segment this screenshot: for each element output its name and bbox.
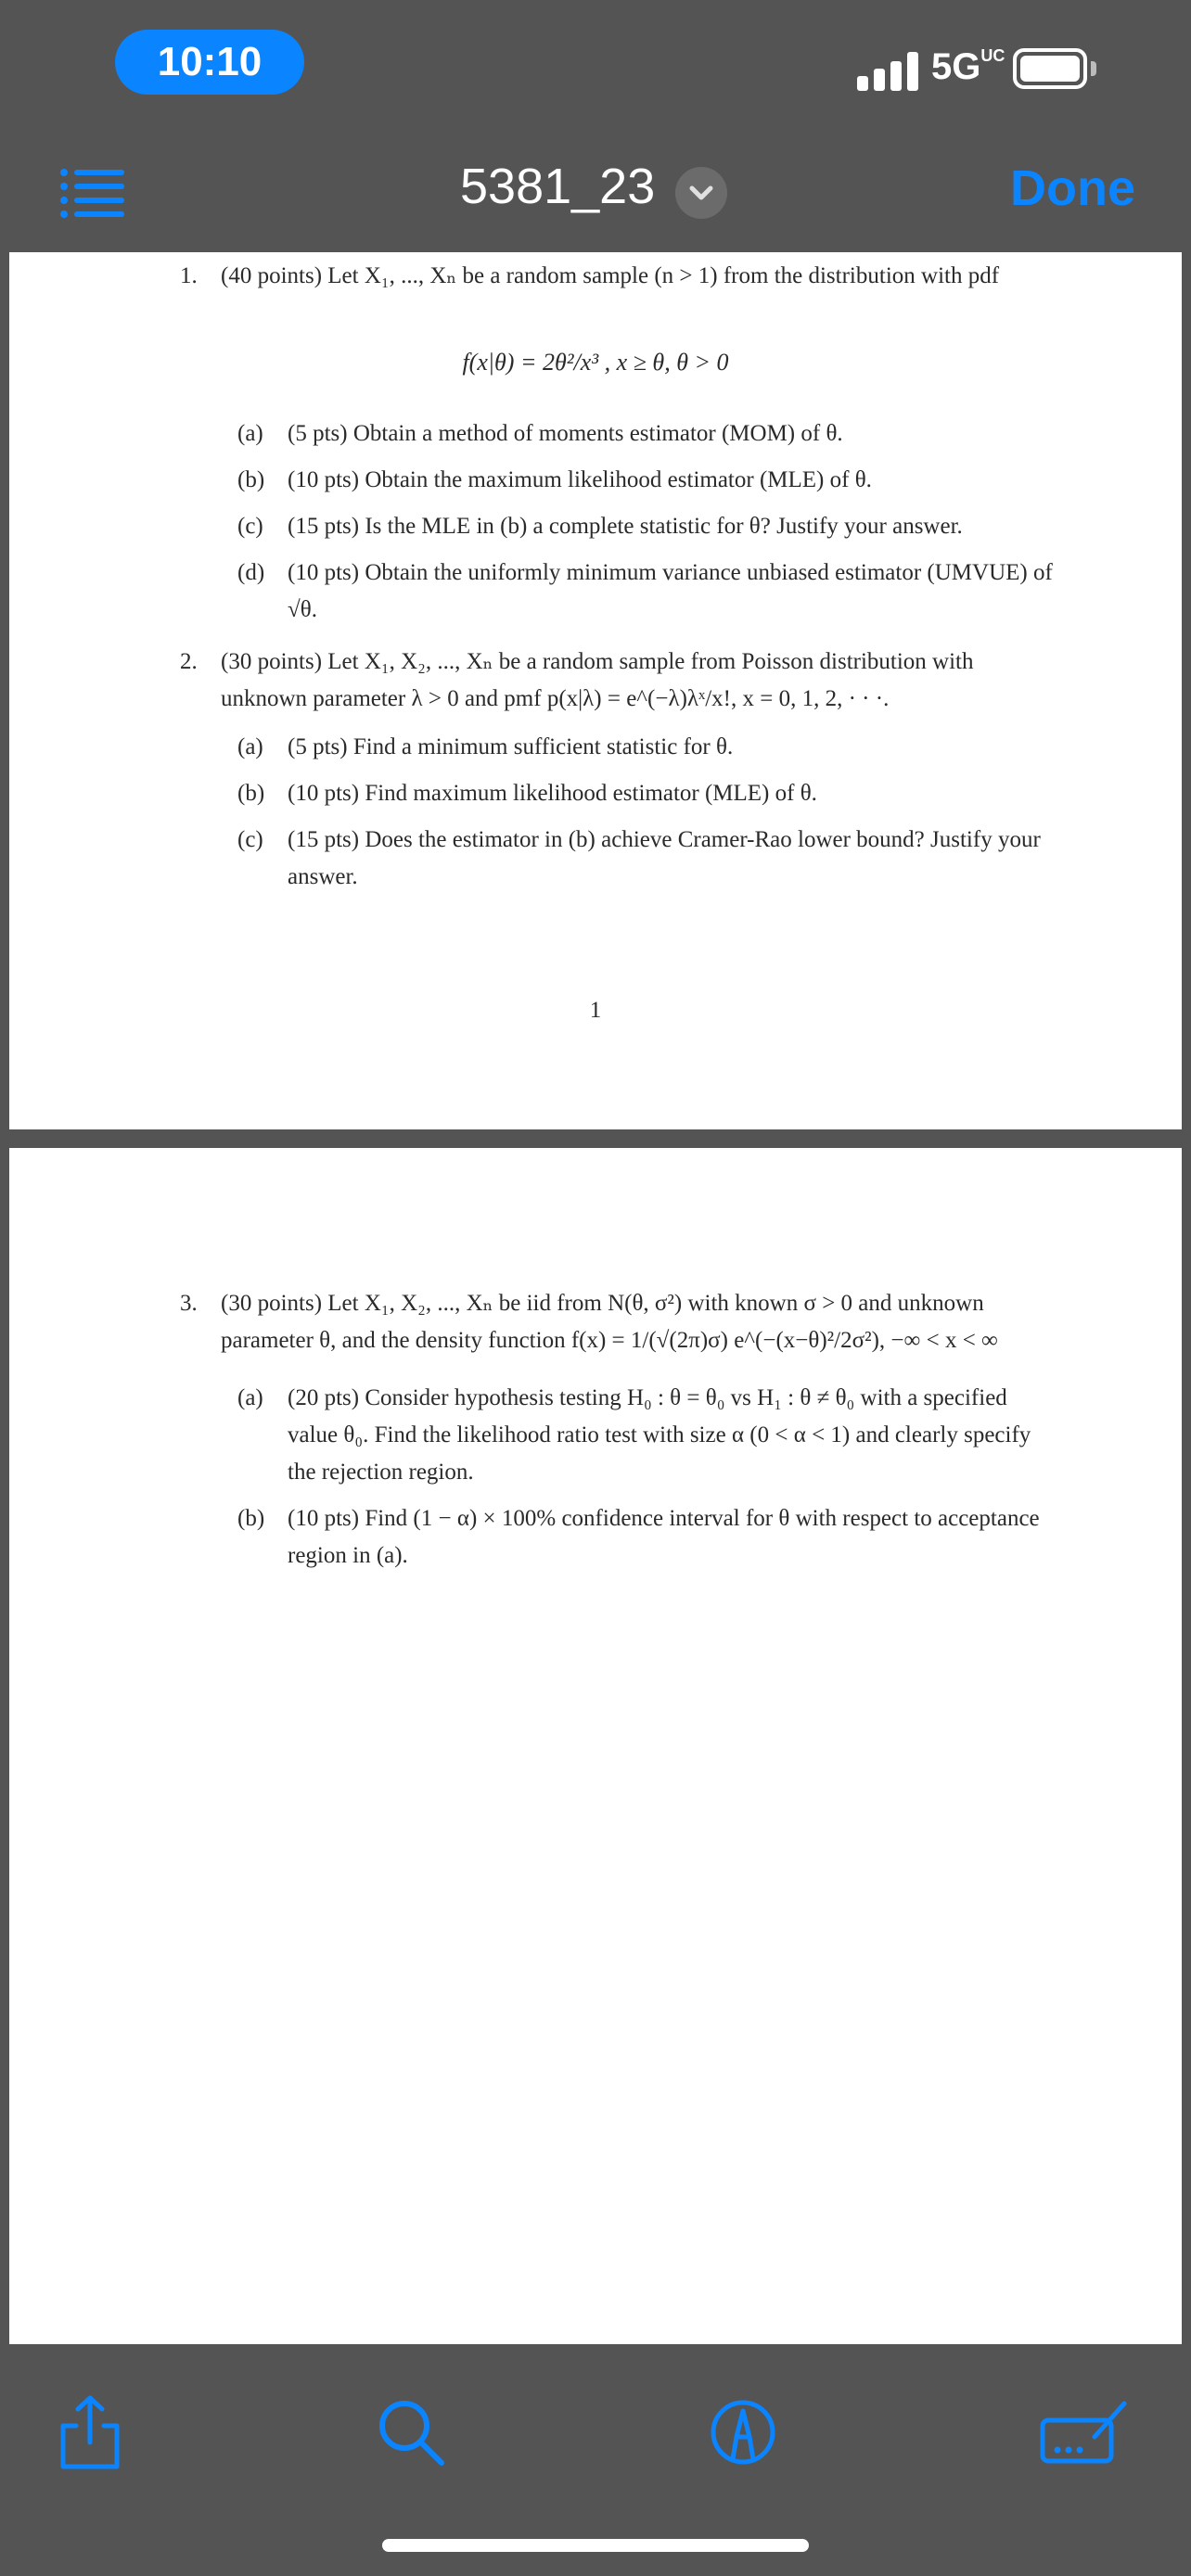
status-time[interactable]: 10:10 [115, 30, 304, 95]
page-number: 1 [589, 998, 602, 1023]
battery-icon [1013, 48, 1087, 89]
problem-text: (40 points) Let X₁, ..., Xₙ be a random sample (n > 1) from the distribution with pdf [221, 263, 1000, 288]
done-button[interactable]: Done [1010, 160, 1135, 216]
nav-bar [0, 130, 1191, 252]
list-item: (a) (20 pts) Consider hypothesis testing H₀ : θ = θ₀ vs H₁ : θ ≠ θ₀ with a specified value θ₀. Find the likelihood ratio test with size α (0 < α < 1) and clearly specify the rejection region. [237, 1385, 1031, 1485]
markup-icon [701, 2391, 785, 2474]
list-item: (a) (5 pts) Find a minimum sufficient statistic for θ. [237, 734, 734, 759]
problem-2-items [237, 729, 1054, 905]
status-bar [0, 0, 1191, 130]
list-item: (b) (10 pts) Obtain the maximum likelihood estimator (MLE) of θ. [237, 467, 872, 492]
markup-button[interactable] [701, 2391, 785, 2474]
problem-1 [180, 258, 1044, 295]
signal-icon [857, 46, 922, 91]
list-item: (b) (10 pts) Find maximum likelihood estimator (MLE) of θ. [237, 781, 817, 806]
chevron-down-icon[interactable] [675, 167, 727, 219]
search-button[interactable] [369, 2391, 453, 2474]
document-page-1[interactable] [9, 252, 1182, 1129]
keyboard-button[interactable] [1037, 2391, 1130, 2474]
list-item: (c) (15 pts) Is the MLE in (b) a complete statistic for θ? Justify your answer. [237, 514, 963, 539]
home-indicator[interactable] [382, 2539, 809, 2552]
problem-1-items [237, 415, 1054, 638]
network-label: $5G^{UC}$ [931, 46, 1005, 87]
problem-text: (30 points) Let X₁, X₂, ..., Xₙ be a random sample from Poisson distribution with unknown parameter λ > 0 and pmf p(x|λ) = e^(−λ)λˣ/x!, x = 0, 1, 2, · · ·. [221, 649, 974, 711]
problem-number: 3. [180, 1291, 198, 1316]
document-title[interactable]: 5381_23 [460, 159, 656, 214]
battery-tip [1091, 61, 1096, 76]
list-item: (a) (5 pts) Obtain a method of moments estimator (MOM) of θ. [237, 421, 843, 446]
pdf-formula: f(x|θ) = 2θ²/x³ , x ≥ θ, θ > 0 [462, 349, 729, 376]
share-icon [48, 2391, 132, 2474]
list-item: (d) (10 pts) Obtain the uniformly minimum variance unbiased estimator (UMVUE) of √θ. [237, 560, 1053, 622]
search-icon [369, 2391, 453, 2474]
problem-3 [180, 1285, 1044, 1359]
list-item: (b) (10 pts) Find (1 − α) × 100% confidence interval for θ with respect to acceptance region in (a). [237, 1506, 1040, 1568]
problem-2 [180, 644, 1044, 718]
document-page-2[interactable] [9, 1148, 1182, 2344]
list-item: (c) (15 pts) Does the estimator in (b) achieve Cramer-Rao lower bound? Justify your answer. [237, 827, 1041, 889]
problem-number: 2. [180, 649, 198, 674]
keyboard-icon [1037, 2391, 1130, 2474]
problem-text: (30 points) Let X₁, X₂, ..., Xₙ be iid from N(θ, σ²) with known σ > 0 and unknown parameter θ, and the density function f(x) = 1/(√(2π)σ) e^(−(x−θ)²/2σ²), −∞ < x < ∞ [221, 1291, 998, 1353]
list-icon[interactable] [59, 167, 124, 219]
problem-number: 1. [180, 263, 198, 288]
share-button[interactable] [48, 2391, 132, 2474]
problem-3-items [237, 1380, 1054, 1584]
